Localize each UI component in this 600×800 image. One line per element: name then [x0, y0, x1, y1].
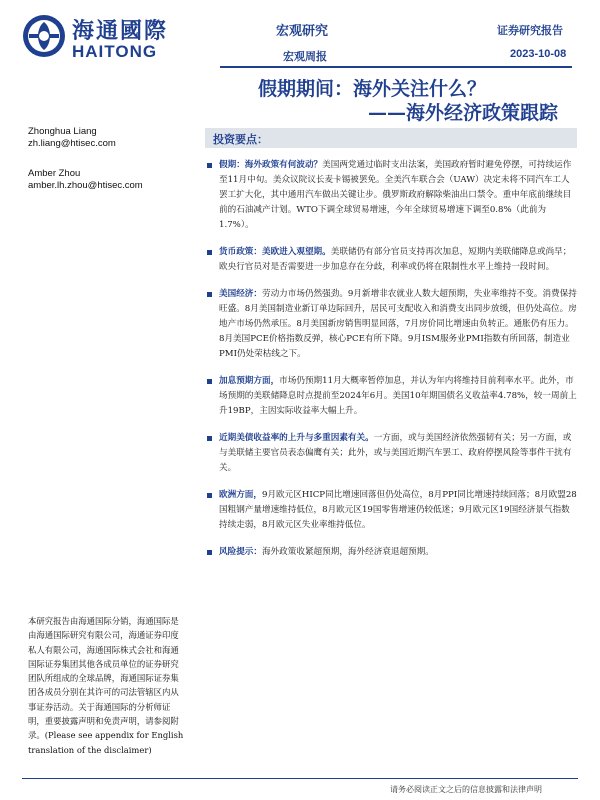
bullet-lead: 假期：海外政策有何波动？ — [219, 160, 323, 170]
report-title: 假期期间：海外关注什么？ — [258, 78, 487, 100]
list-item — [205, 287, 577, 362]
bullet-square-icon — [207, 493, 212, 498]
list-item — [205, 545, 577, 560]
disclaimer-note: 本研究报告由海通国际分销，海通国际是由海通国际研究有限公司，海通证券印度私人有限公司，海通国际株式会社和海通国际证券集团其他各成员单位的证券研究团队所组成的全球品牌，海通国际证券集团各成员分别在其许可的司法管辖区内从事证券活动。关于海通国际的分析师证明，重要披露声明和免责声明，请参阅附录。(Please see appendix for English translation of the disclaimer) — [28, 616, 184, 755]
author-name: Zhonghua Liang — [28, 126, 97, 137]
summary-list — [205, 158, 577, 572]
bullet-lead: 欧洲方面， — [219, 490, 262, 500]
bullet-text: 海外政策收紧超预期，海外经济衰退超预期。 — [261, 547, 434, 557]
bullet-lead: 美国经济： — [219, 289, 262, 299]
report-subtitle: ——海外经济政策跟踪 — [368, 102, 559, 124]
list-item — [205, 245, 577, 275]
haitong-logo-icon — [22, 14, 66, 58]
bullet-text: 一方面，或与美国经济依然强韧有关；另一方面，或与美联储主要官员表态偏鹰有关；此外，或与美国近期汽车罢工、政府停摆风险等事件干扰有关。 — [219, 433, 572, 473]
bullet-text: 劳动力市场仍然强劲。9月新增非农就业人数大超预期，失业率维持不变。消费保持旺盛。8月美国制造业新订单边际回升，居民可支配收入和消费支出同步放缓，但仍处高位。房地产市场仍然承压。8月美国新房销售明显回落，7月房价同比增速由负转正。通胀仍有压力。8月美国PCE价格指数反弹，核心PCE有所下降。9月ISM服务业PMI指数有所回落，制造业PMI仍处荣枯线之下。 — [219, 289, 577, 359]
author-name: Amber Zhou — [28, 168, 81, 179]
bullet-square-icon — [207, 379, 212, 384]
report-type: 证券研究报告 — [497, 24, 563, 37]
bullet-text: 市场仍预期11月大概率暂停加息，并认为年内将维持目前利率水平。此外，市场预期的美联储降息时点提前至2024年6月。美国10年期国债名义收益率4.78%，较一周前上升19BP，主因实际收益率大幅上升。 — [219, 376, 577, 416]
bullet-square-icon — [207, 163, 212, 168]
bullet-text: 9月欧元区HICP同比增速回落但仍处高位，8月PPI同比增速持续回落；8月欧盟28国粗钢产量增速维持低位，8月欧元区19国零售增速仍较低迷；9月欧元区19国经济景气指数持续走弱，8月欧元区失业率维持低位。 — [219, 490, 577, 530]
list-item — [205, 374, 577, 419]
summary-heading-bar — [205, 128, 577, 148]
bullet-text: 美国两党通过临时支出法案，美国政府暂时避免停摆，可持续运作至11月中旬。美众议院议长麦卡锡被罢免。全美汽车联合会（UAW）决定未将不同汽车工人罢工扩大化，其中通用汽车做出关键让步。俄罗斯政府解除柴油出口禁令。重申年底前继续目前的石油减产计划。WTO下调全球贸易增速，今年全球贸易增速下调至0.8%（此前为1.7%）。 — [219, 160, 572, 230]
report-date: 2023-10-08 — [510, 48, 567, 60]
list-item — [205, 431, 577, 476]
bullet-lead: 风险提示： — [219, 547, 262, 557]
bullet-text: 美联储仍有部分官员支持再次加息，短期内美联储降息或尚早；欧央行官员对是否需要进一步加息存在分歧，利率或仍将在限制性水平上维持一段时间。 — [219, 247, 572, 272]
author-email: amber.lh.zhou@htisec.com — [28, 180, 143, 191]
brand-name-en: HAITONG — [72, 42, 158, 61]
footer-text: 请务必阅读正文之后的信息披露和法律声明 — [390, 785, 542, 794]
list-item — [205, 158, 577, 233]
report-subcategory: 宏观周报 — [283, 50, 327, 63]
bullet-square-icon — [207, 436, 212, 441]
bullet-lead: 加息预期方面， — [219, 376, 280, 386]
report-category: 宏观研究 — [276, 24, 329, 39]
bullet-square-icon — [207, 250, 212, 255]
list-item — [205, 488, 577, 533]
bullet-square-icon — [207, 292, 212, 297]
header-divider — [220, 66, 572, 68]
bullet-square-icon — [207, 550, 212, 555]
brand-name-cn: 海通國際 — [72, 18, 169, 44]
footer-divider — [22, 778, 578, 779]
author-email: zh.liang@htisec.com — [28, 138, 116, 149]
bullet-lead: 货币政策：美欧进入观望期。 — [219, 247, 331, 257]
summary-heading: 投资要点： — [213, 133, 268, 146]
bullet-lead: 近期美债收益率的上升与多重因素有关。 — [219, 433, 374, 443]
